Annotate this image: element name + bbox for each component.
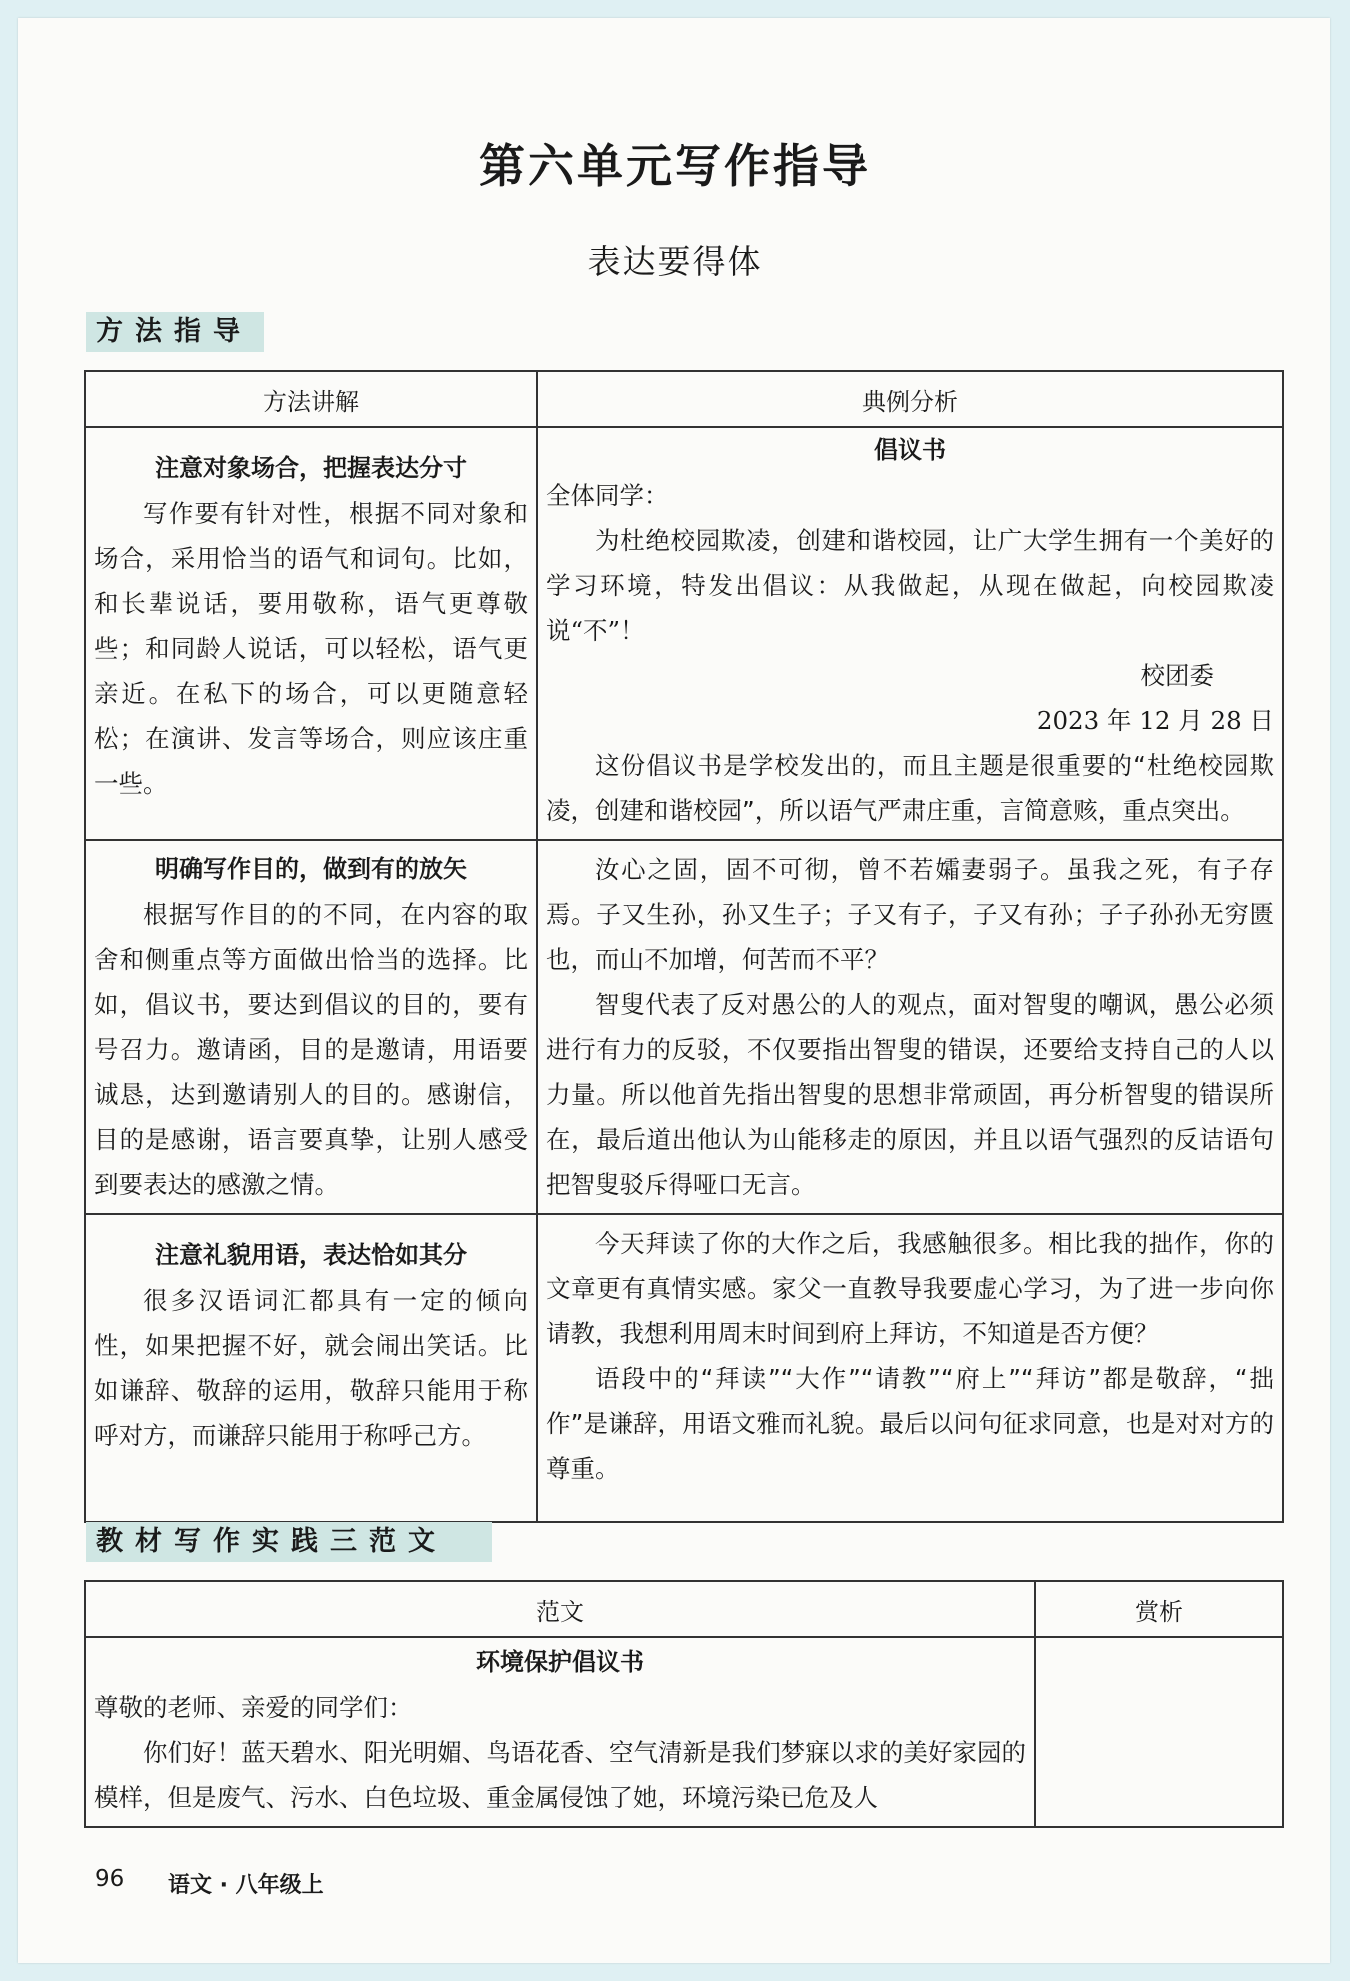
example-analysis: 这份倡议书是学校发出的，而且主题是很重要的“杜绝校园欺凌，创建和谐校园”，所以语气严肃庄重，言简意赅，重点突出。 bbox=[546, 751, 1274, 825]
example-heading: 倡议书 bbox=[874, 436, 946, 464]
essay-table-header bbox=[85, 1581, 1283, 1637]
column-header-method: 方法讲解 bbox=[85, 371, 537, 427]
method-table bbox=[84, 370, 1284, 1523]
example-text: 为杜绝校园欺凌，创建和谐校园，让广大学生拥有一个美好的学习环境，特发出倡议：从我做起，从现在做起，向校园欺凌说“不”！ bbox=[546, 526, 1274, 645]
section-tag-model-essay: 教材写作实践三范文 bbox=[86, 1522, 492, 1562]
example-text: 今天拜读了你的大作之后，我感触很多。相比我的拙作，你的文章更有真情实感。家父一直教导我要虚心学习，为了进一步向你请教，我想利用周末时间到府上拜访，不知道是否方便？ bbox=[546, 1229, 1274, 1348]
column-header-comment: 赏析 bbox=[1035, 1581, 1283, 1637]
model-essay-table bbox=[84, 1580, 1284, 1828]
table-row bbox=[85, 1637, 1283, 1827]
essay-greeting: 尊敬的老师、亲爱的同学们： bbox=[94, 1693, 413, 1722]
method-text: 根据写作目的的不同，在内容的取舍和侧重点等方面做出恰当的选择。比如，倡议书，要达到倡议的目的，要有号召力。邀请函，目的是邀请，用语要诚恳，达到邀请别人的目的。感谢信，目的是感谢，语言要真挚，让别人感受到要表达的感激之情。 bbox=[94, 900, 528, 1199]
example-date: 2023 年 12 月 28 日 bbox=[1036, 706, 1274, 735]
page-number: 96 bbox=[95, 1866, 125, 1892]
table-row bbox=[85, 840, 1283, 1214]
method-heading: 注意对象场合，把握表达分寸 bbox=[155, 454, 467, 482]
example-analysis: 智叟代表了反对愚公的人的观点，面对智叟的嘲讽，愚公必须进行有力的反驳，不仅要指出智叟的错误，还要给支持自己的人以力量。所以他首先指出智叟的思想非常顽固，再分析智叟的错误所在，最后道出他认为山能移走的原因，并且以语气强烈的反诘语句把智叟驳斥得哑口无言。 bbox=[546, 990, 1274, 1199]
method-text: 写作要有针对性，根据不同对象和场合，采用恰当的语气和词句。比如，和长辈说话，要用敬称，语气更尊敬些；和同龄人说话，可以轻松，语气更亲近。在私下的场合，可以更随意轻松；在演讲、发言等场合，则应该庄重一些。 bbox=[94, 499, 528, 798]
book-name: 语文 · 八年级上 bbox=[168, 1873, 324, 1898]
table-row bbox=[85, 427, 1283, 840]
method-heading: 明确写作目的，做到有的放矢 bbox=[155, 855, 467, 883]
column-header-example: 典例分析 bbox=[537, 371, 1283, 427]
column-header-essay: 范文 bbox=[85, 1581, 1035, 1637]
table-row bbox=[85, 1214, 1283, 1522]
essay-body: 你们好！蓝天碧水、阳光明媚、鸟语花香、空气清新是我们梦寐以求的美好家园的模样，但是废气、污水、白色垃圾、重金属侵蚀了她，环境污染已危及人 bbox=[94, 1738, 1026, 1812]
page-subtitle: 表达要得体 bbox=[587, 242, 763, 281]
example-signature: 校团委 bbox=[1140, 661, 1214, 690]
page-title: 第六单元写作指导 bbox=[479, 139, 871, 193]
method-heading: 注意礼貌用语，表达恰如其分 bbox=[155, 1241, 467, 1269]
section-tag-method: 方法指导 bbox=[86, 312, 264, 352]
example-analysis: 语段中的“拜读”“大作”“请教”“府上”“拜访”都是敬辞，“拙作”是谦辞，用语文雅而礼貌。最后以问句征求同意，也是对对方的尊重。 bbox=[546, 1364, 1274, 1483]
example-text: 汝心之固，固不可彻，曾不若孀妻弱子。虽我之死，有子存焉。子又生孙，孙又生子；子又有子，子又有孙；子子孙孙无穷匮也，而山不加增，何苦而不平？ bbox=[546, 855, 1274, 974]
example-greeting: 全体同学： bbox=[546, 481, 669, 510]
essay-title: 环境保护倡议书 bbox=[476, 1648, 644, 1676]
method-text: 很多汉语词汇都具有一定的倾向性，如果把握不好，就会闹出笑话。比如谦辞、敬辞的运用，敬辞只能用于称呼对方，而谦辞只能用于称呼己方。 bbox=[94, 1286, 528, 1450]
essay-comment bbox=[1036, 1638, 1282, 1654]
method-table-header bbox=[85, 371, 1283, 427]
